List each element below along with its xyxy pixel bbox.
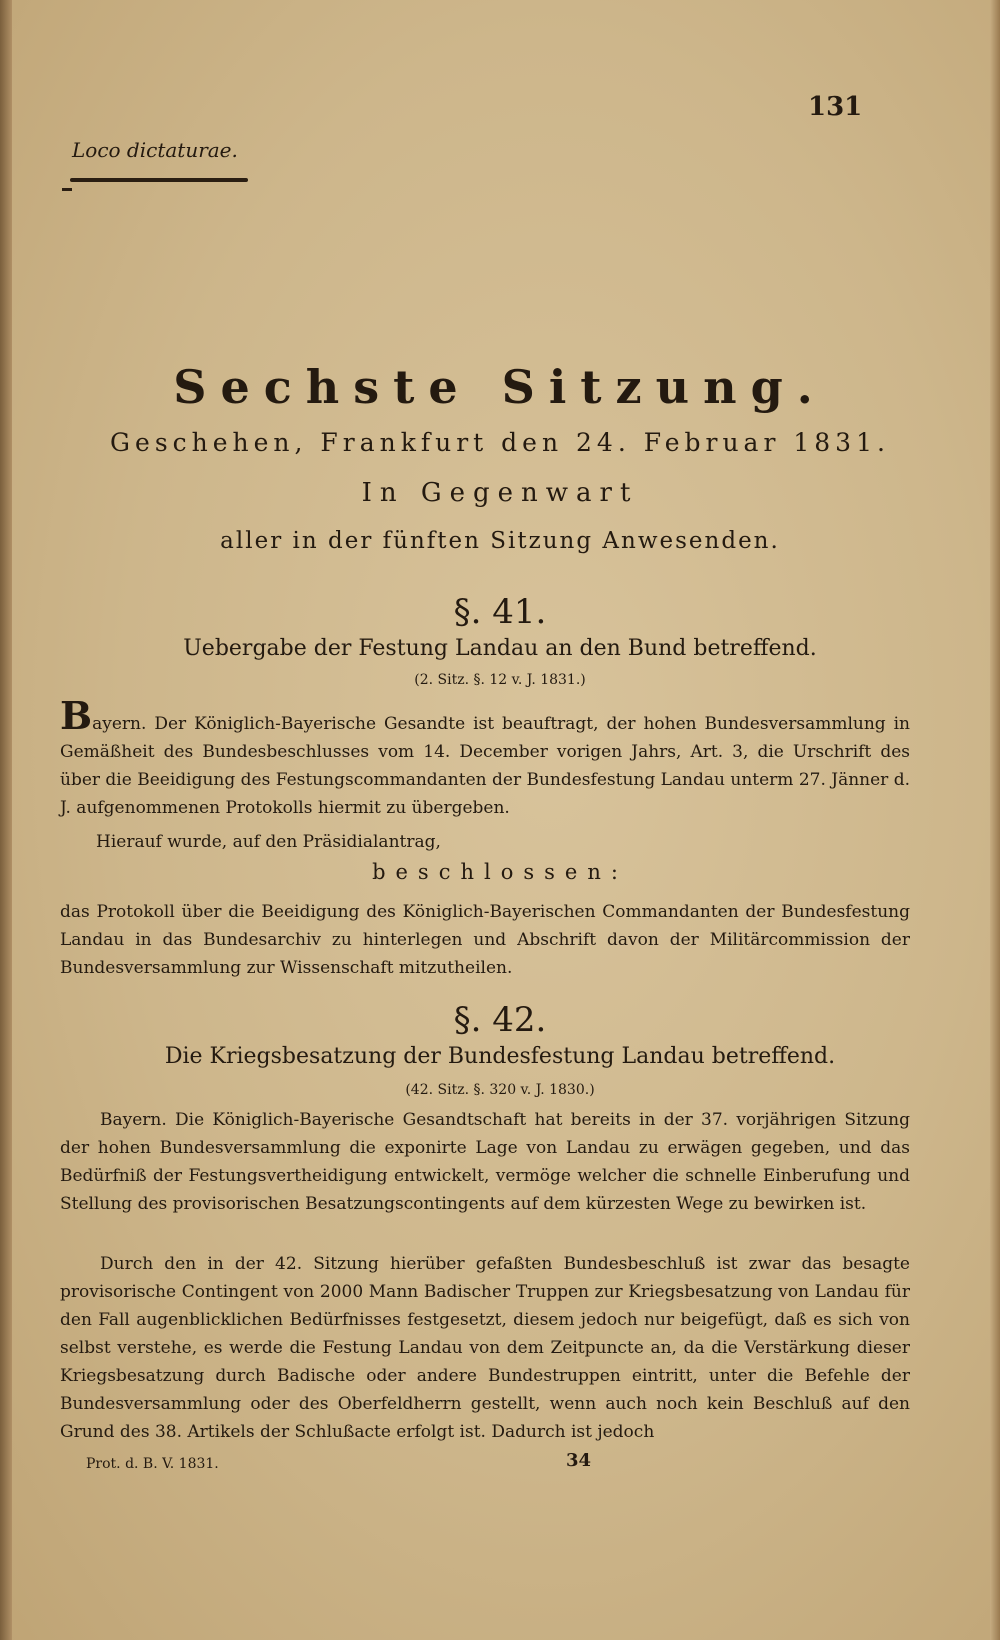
attendance-line: aller in der fünften Sitzung Anwesenden. (220, 528, 780, 554)
section-42-heading: Die Kriegsbesatzung der Bundesfestung Landau betreffend. (164, 1044, 836, 1069)
footer-protocol-ref: Prot. d. B. V. 1831. (86, 1456, 219, 1472)
section-41-paragraph-1-text: ayern. Der Königlich-Bayerische Gesandte ist beauftragt, der hohen Bundesversammlung in Gemäßheit des Bundesbeschlusses vom 14. December vorigen Jahrs, Art. 3, die Urschrift des über die Beeidigung des Festungscommandanten der Bundesfestung Landau unterm 27. Jänner d. J. aufgenommenen Protokolls hiermit zu übergeben. (60, 714, 910, 818)
section-41-paragraph-1 (60, 693, 910, 822)
session-date-line: Geschehen, Frankfurt den 24. Februar 1831. (110, 428, 890, 457)
section-42-reference: (42. Sitz. §. 320 v. J. 1830.) (405, 1082, 595, 1098)
resolution-label: beschlossen: (372, 860, 628, 884)
section-42-number: §. 42. (453, 1000, 547, 1040)
underline-rule (70, 178, 248, 182)
section-41-reference: (2. Sitz. §. 12 v. J. 1831.) (414, 672, 586, 688)
margin-note: Loco dictaturae. (72, 138, 238, 162)
section-42-paragraph-1: Bayern. Die Königlich-Bayerische Gesandtschaft hat bereits in der 37. vorjährigen Sitzung der hohen Bundesversammlung die exponirte Lage von Landau zu erwägen gegeben, und das Bedürfniß der Festungsvertheidigung entwickelt, vermöge welcher die schnelle Einberufung und Stellung des provisorischen Besatzungscontingents auf dem kürzesten Wege zu bewirken ist. (60, 1110, 910, 1214)
session-title: Sechste Sitzung. (173, 360, 827, 414)
section-41-heading: Uebergabe der Festung Landau an den Bund betreffend. (183, 636, 817, 661)
drop-initial: B (60, 693, 93, 738)
rule-mark (62, 188, 72, 191)
section-41-number: §. 41. (453, 592, 547, 632)
footer-signature-number: 34 (566, 1450, 592, 1471)
page-number: 131 (808, 92, 863, 122)
section-41-resolution-text: das Protokoll über die Beeidigung des Königlich-Bayerischen Commandanten der Bundesfestung Landau in das Bundesarchiv zu hinterlegen und Abschrift davon der Militärcommission der Bundesversammlung zur Wissenschaft mitzutheilen. (60, 902, 910, 978)
presence-heading: In Gegenwart (361, 478, 639, 508)
section-42-paragraph-2: Durch den in der 42. Sitzung hierüber gefaßten Bundesbeschluß ist zwar das besagte provisorische Contingent von 2000 Mann Badischer Truppen zur Kriegsbesatzung von Landau für den Fall augenblicklichen Bedürfnisses festgesetzt, diesem jedoch nur beigefügt, daß es sich von selbst verstehe, es werde die Festung Landau von dem Zeitpuncte an, da die Verstärkung dieser Kriegsbesatzung durch Badische oder andere Bundestruppen eintritt, unter die Befehle der Bundesversammlung oder des Oberfeldherrn gestellt, wenn auch noch kein Beschluß auf den Grund des 38. Artikels der Schlußacte erfolgt ist. Dadurch ist jedoch (60, 1254, 910, 1442)
section-41-paragraph-2: Hierauf wurde, auf den Präsidialantrag, (96, 832, 441, 852)
